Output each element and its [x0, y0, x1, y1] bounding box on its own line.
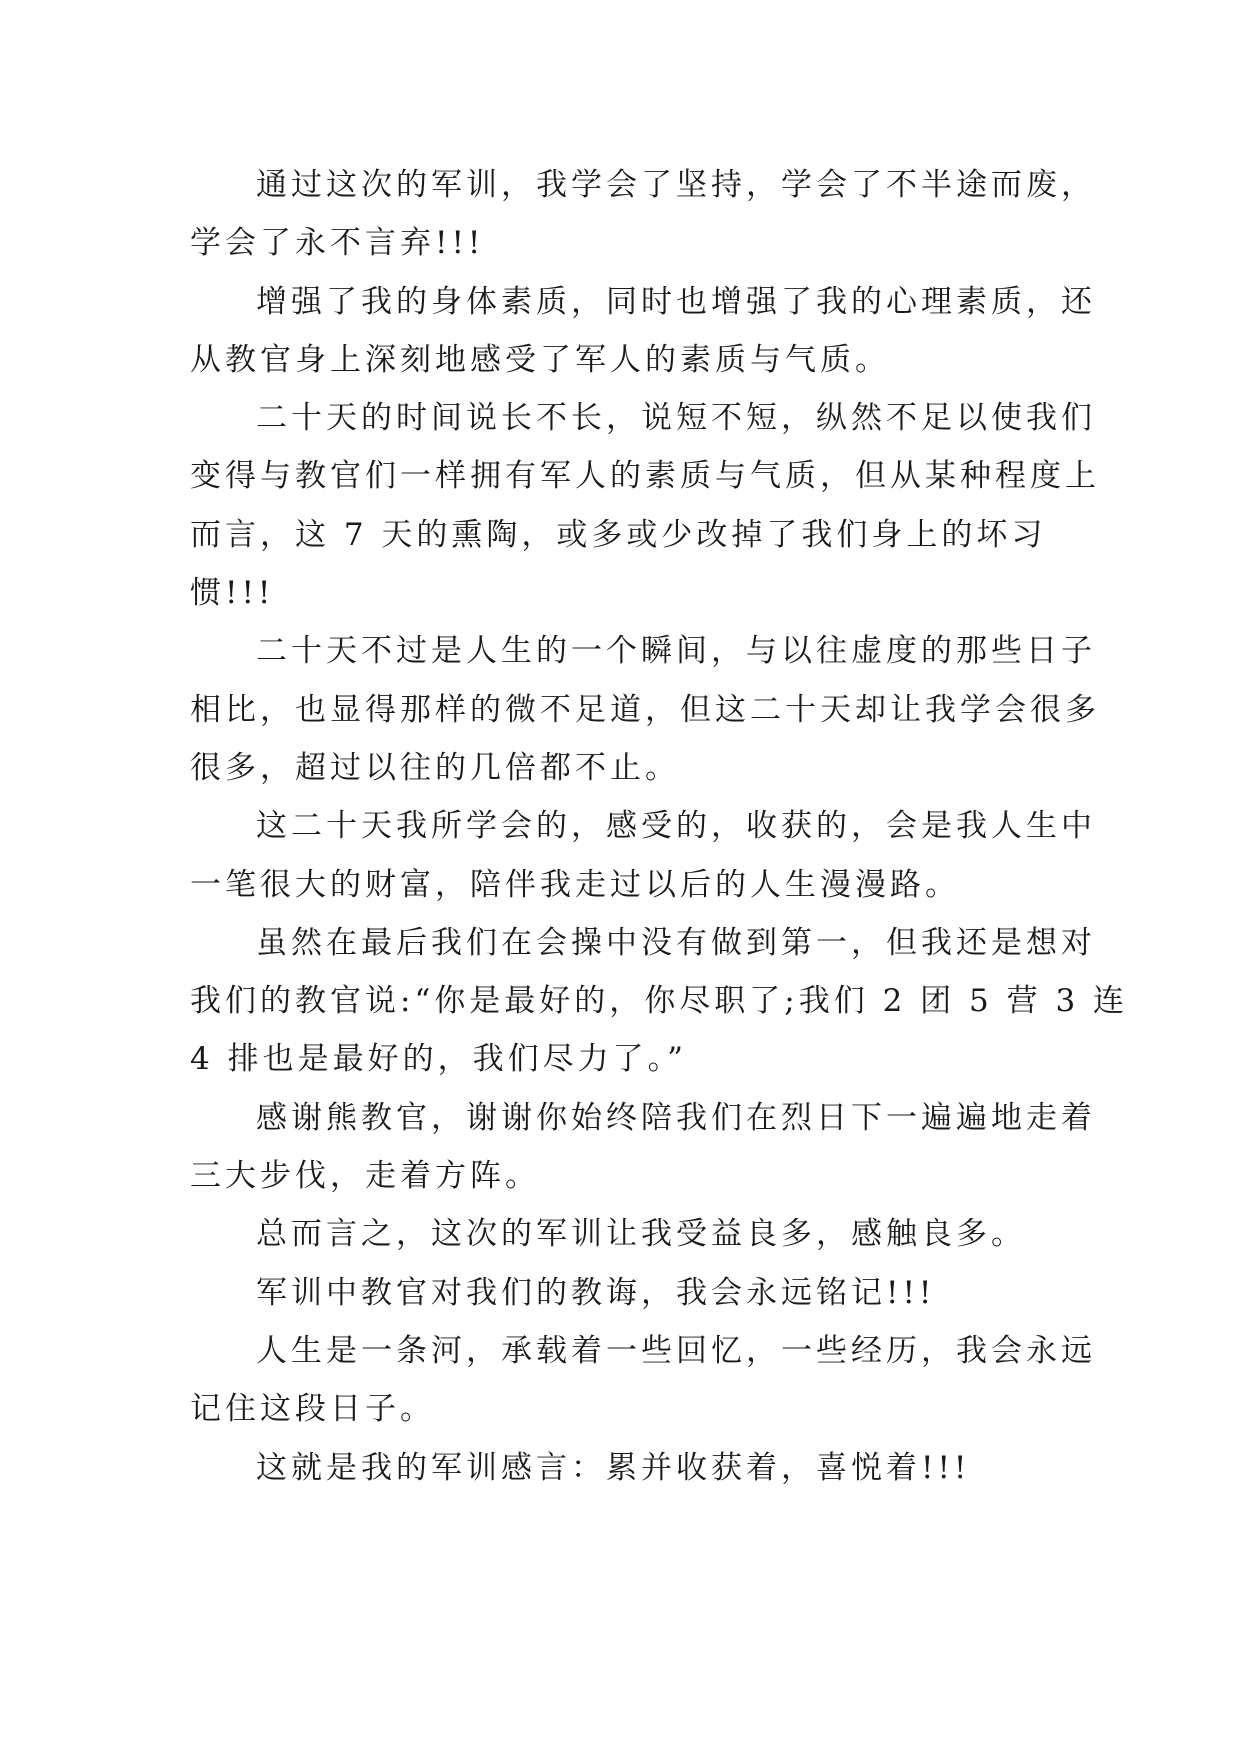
- text-line: 一笔很大的财富，陪伴我走过以后的人生漫漫路。: [190, 866, 960, 903]
- document-body: [190, 156, 1129, 1497]
- text-line: 惯!!!: [190, 575, 275, 612]
- text-line: 二十天的时间说长不长，说短不短，纵然不足以使我们: [256, 400, 1096, 437]
- text-line: 记住这段日子。: [190, 1391, 435, 1428]
- text-line: 变得与教官们一样拥有军人的素质与气质，但从某种程度上: [190, 458, 1100, 495]
- text-line: 人生是一条河，承载着一些回忆，一些经历，我会永远: [256, 1332, 1096, 1369]
- text-line: 从教官身上深刻地感受了军人的素质与气质。: [190, 341, 890, 378]
- text-line: 通过这次的军训，我学会了坚持，学会了不半途而废，: [256, 167, 1096, 203]
- text-line: 三大步伐，走着方阵。: [190, 1158, 540, 1195]
- text-line: 感谢熊教官，谢谢你始终陪我们在烈日下一遍遍地走着: [256, 1099, 1096, 1136]
- text-line: 学会了永不言弃!!!: [190, 225, 485, 262]
- text-line: 4 排也是最好的，我们尽力了。”: [190, 1041, 687, 1078]
- text-line: 虽然在最后我们在会操中没有做到第一，但我还是想对: [256, 924, 1096, 961]
- text-line: 我们的教官说:“你是最好的，你尽职了;我们 2 团 5 营 3 连: [190, 983, 1129, 1020]
- text-line: 军训中教官对我们的教诲，我会永远铭记!!!: [256, 1274, 936, 1311]
- text-line: 相比，也显得那样的微不足道，但这二十天却让我学会很多: [190, 691, 1100, 728]
- text-line: 二十天不过是人生的一个瞬间，与以往虚度的那些日子: [256, 633, 1096, 670]
- text-line: 这二十天我所学会的，感受的，收获的，会是我人生中: [256, 808, 1096, 845]
- text-line: 增强了我的身体素质，同时也增强了我的心理素质，还: [256, 283, 1096, 320]
- text-line: 这就是我的军训感言：累并收获着，喜悦着!!!: [256, 1449, 971, 1486]
- text-line: 总而言之，这次的军训让我受益良多，感触良多。: [256, 1216, 1026, 1253]
- text-line: 而言，这 7 天的熏陶，或多或少改掉了我们身上的坏习: [190, 516, 1047, 553]
- text-line: 很多，超过以往的几倍都不止。: [190, 749, 680, 786]
